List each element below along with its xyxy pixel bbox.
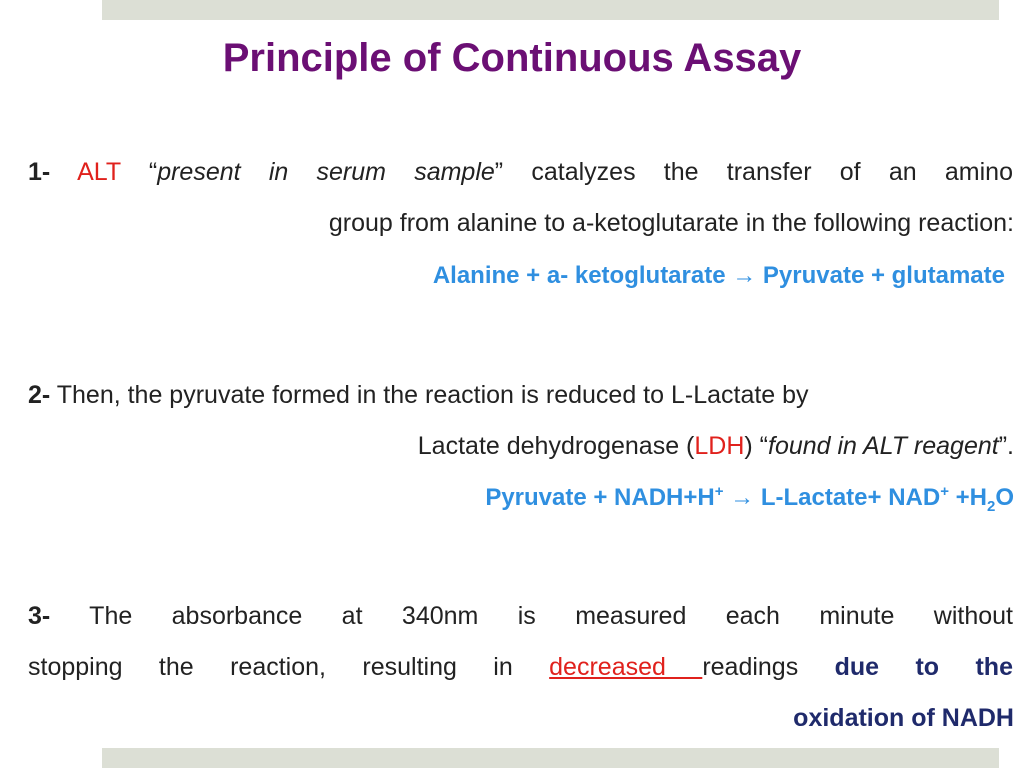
step2-equation: Pyruvate + NADH+H+ → L-Lactate+ $NAD^+ +H_2O$ — [485, 483, 1014, 515]
step2-line1 — [28, 381, 809, 410]
step1-quoted-phrase: “present in serum sample” — [148, 158, 504, 186]
slide-title: Principle of Continuous Assay — [222, 36, 802, 80]
step1-number: 1- — [28, 158, 51, 186]
step3-line2 — [28, 653, 1013, 682]
bottom-decor-band — [102, 748, 999, 768]
step3-highlight: decreased — [549, 653, 703, 681]
step2-line2: Lactate dehydrogenase (LDH) “found in ALT reagent”. — [417, 432, 1014, 460]
step3-text-b: stopping the reaction, resulting in — [28, 653, 513, 681]
step1-equation: Alanine + a- ketoglutarate → Pyruvate + glutamate — [432, 262, 1005, 289]
step2-number: 2- — [28, 381, 51, 409]
step3-text-a: The absorbance at 340nm is measured each minute without — [89, 602, 1013, 630]
step3-line1 — [28, 602, 1013, 631]
step3-number: 3- — [28, 602, 51, 630]
top-decor-band — [102, 0, 999, 20]
step3-emphasis-b: oxidation of NADH — [793, 704, 1014, 732]
step1-enzyme: ALT — [77, 158, 121, 186]
step2-enzyme: LDH — [694, 432, 745, 460]
step3-text-b-mid: readings — [702, 653, 799, 681]
step2-quoted-phrase: found in ALT reagent — [768, 432, 999, 460]
step1-line1 — [28, 158, 1013, 187]
step3-emphasis-a: due to the — [834, 653, 1013, 681]
step1-text-a: catalyzes the transfer of an amino — [531, 158, 1013, 186]
step2-text-a: Then, the pyruvate formed in the reaction is reduced to L-Lactate by — [56, 381, 809, 409]
step1-line2: group from alanine to a-ketoglutarate in the following reaction: — [328, 209, 1014, 237]
